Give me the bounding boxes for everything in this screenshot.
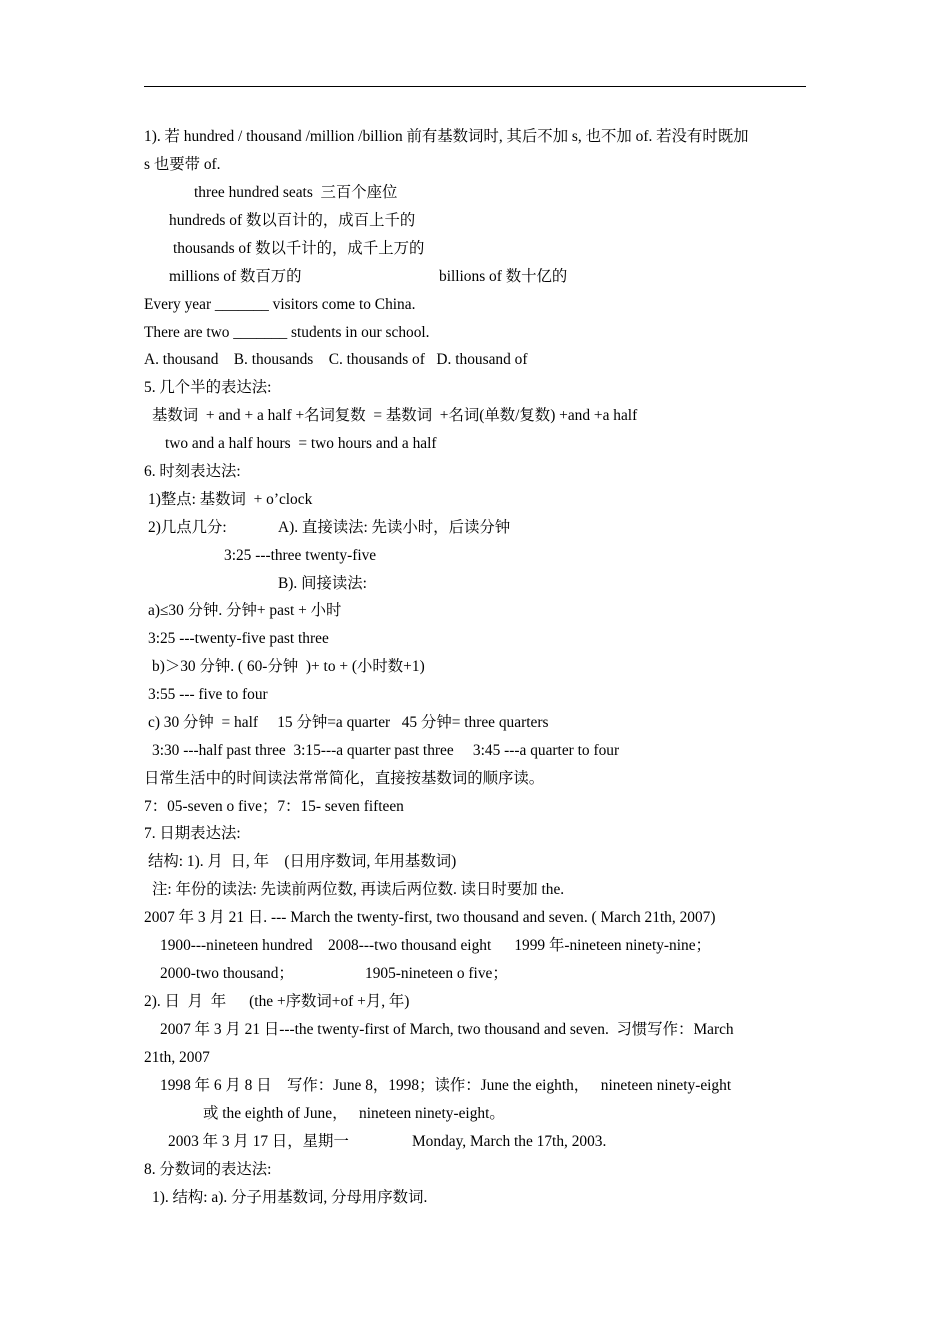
text-line: A). 直接读法: 先读小时，后读分钟 <box>278 519 511 536</box>
section-heading: 8. 分数词的表达法: <box>144 1161 272 1178</box>
text-line: 2000-two thousand； <box>160 965 294 982</box>
text-line: s 也要带 of. <box>144 156 221 173</box>
text-line: 日常生活中的时间读法常常简化，直接按基数词的顺序读。 <box>144 770 545 787</box>
text-line: 2003 年 3 月 17 日，星期一 <box>168 1133 349 1150</box>
text-line: 1998 年 6 月 8 日 写作：June 8，1998；读作：June the eighth， nineteen ninety-eight <box>160 1077 732 1094</box>
text-line: 2007 年 3 月 21 日---the twenty-first of March, two thousand and seven. 习惯写作：March <box>160 1021 734 1038</box>
text-line: There are two _______ students in our school. <box>144 324 430 341</box>
text-line: 2)几点几分: <box>148 519 227 536</box>
text-line: 21th, 2007 <box>144 1049 210 1066</box>
text-line: 注: 年份的读法: 先读前两位数, 再读后两位数. 读日时要加 the. <box>152 881 565 898</box>
text-line: Monday, March the 17th, 2003. <box>412 1133 607 1150</box>
text-line: a)≤30 分钟. 分钟+ past + 小时 <box>148 602 342 619</box>
header-rule <box>144 86 806 87</box>
text-line: three hundred seats 三百个座位 <box>194 184 398 201</box>
section-heading: 6. 时刻表达法: <box>144 463 241 480</box>
text-line: hundreds of 数以百计的，成百上千的 <box>169 212 416 229</box>
text-line: 1900---nineteen hundred 2008---two thousand eight 1999 年-nineteen ninety-nine； <box>160 937 711 954</box>
text-line: 基数词 + and + a half +名词复数 = 基数词 +名词(单数/复数) +and +a half <box>152 407 638 424</box>
text-line: millions of 数百万的 <box>169 268 302 285</box>
text-line: 2). 日 月 年 (the +序数词+of +月, 年) <box>144 993 410 1010</box>
text-line: two and a half hours = two hours and a half <box>165 435 437 452</box>
text-line: 或 the eighth of June， nineteen ninety-eight。 <box>203 1105 505 1122</box>
text-line: Every year _______ visitors come to China. <box>144 296 416 313</box>
text-line: 3:25 ---three twenty-five <box>224 547 377 564</box>
text-line: 1)整点: 基数词 + o’clock <box>148 491 313 508</box>
text-line: 1). 结构: a). 分子用基数词, 分母用序数词. <box>152 1189 428 1206</box>
text-line: billions of 数十亿的 <box>439 268 568 285</box>
text-line: b)＞30 分钟. ( 60-分钟 )+ to + (小时数+1) <box>152 658 425 675</box>
text-line: B). 间接读法: <box>278 575 367 592</box>
text-line: 结构: 1). 月 日, 年 (日用序数词, 年用基数词) <box>148 853 457 870</box>
text-line: 3:30 ---half past three 3:15---a quarter past three 3:45 ---a quarter to four <box>152 742 620 759</box>
section-heading: 5. 几个半的表达法: <box>144 379 272 396</box>
text-line: thousands of 数以千计的，成千上万的 <box>173 240 425 257</box>
text-line: 3:55 --- five to four <box>148 686 268 703</box>
text-line: A. thousand B. thousands C. thousands of D. thousand of <box>144 351 528 368</box>
text-line: c) 30 分钟 = half 15 分钟=a quarter 45 分钟= three quarters <box>148 714 549 731</box>
text-line: 1905-nineteen o five； <box>365 965 508 982</box>
section-heading: 7. 日期表达法: <box>144 825 241 842</box>
text-line: 7：05-seven o five；7：15- seven fifteen <box>144 798 404 815</box>
text-line: 1). 若 hundred / thousand /million /billion 前有基数词时, 其后不加 s, 也不加 of. 若没有时既加 <box>144 128 749 145</box>
text-line: 3:25 ---twenty-five past three <box>148 630 329 647</box>
text-line: 2007 年 3 月 21 日. --- March the twenty-first, two thousand and seven. ( March 21th, 2007) <box>144 909 716 926</box>
